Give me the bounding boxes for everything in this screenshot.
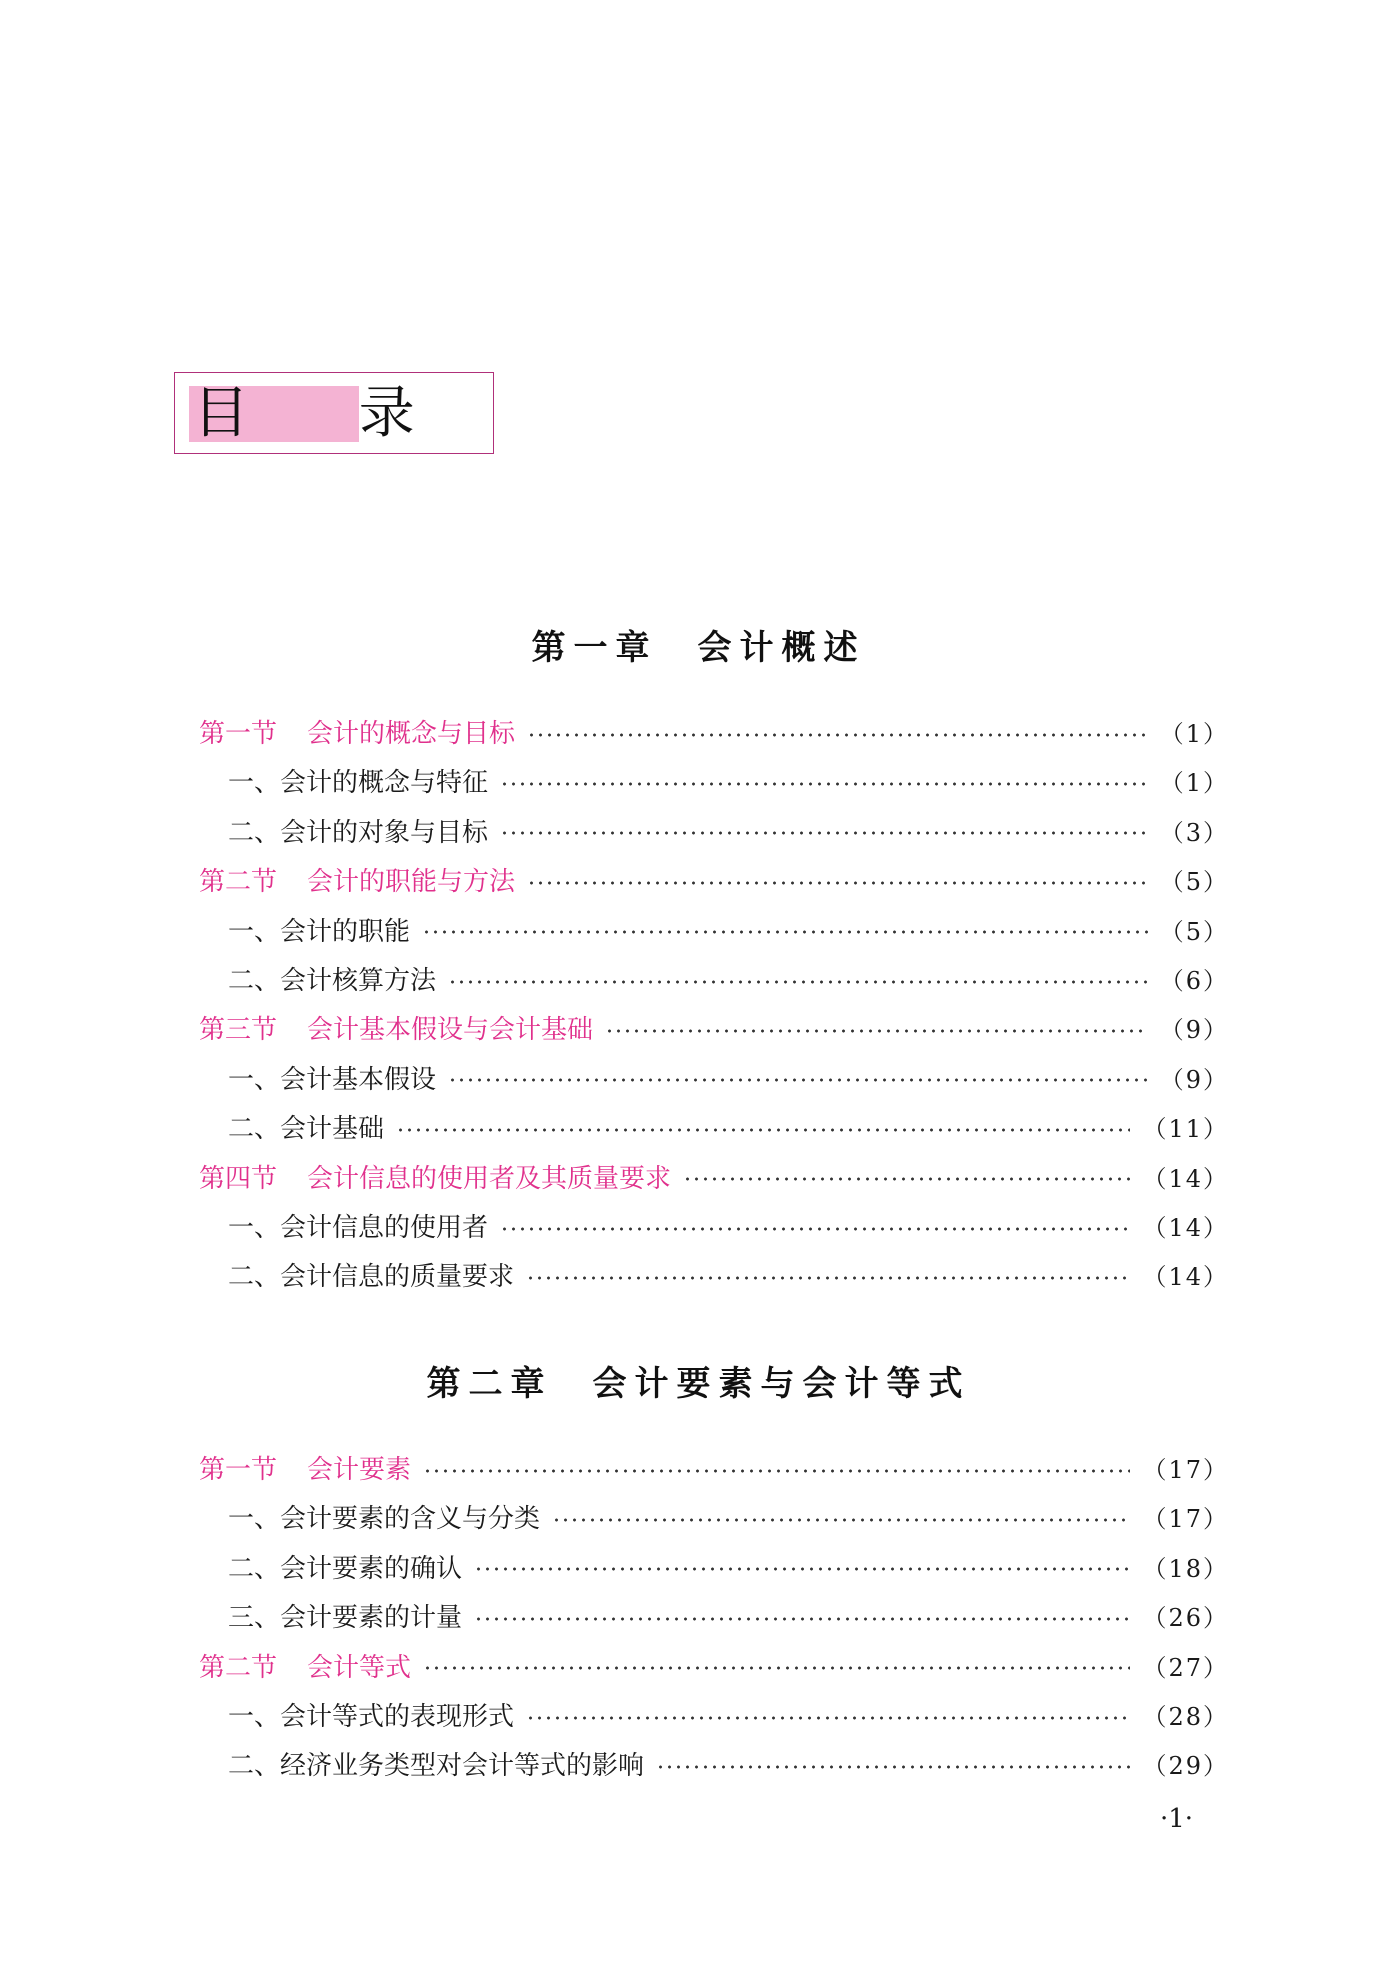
toc-item-row[interactable] — [199, 1594, 1229, 1643]
toc-section-row[interactable] — [199, 1446, 1229, 1495]
toc-title-box — [174, 372, 494, 454]
dot-leader — [552, 1515, 1130, 1525]
toc-item-row[interactable] — [199, 1545, 1229, 1594]
toc-item-row[interactable] — [199, 957, 1229, 1006]
toc-entry-label — [199, 1446, 411, 1495]
toc-entry-label — [228, 1204, 488, 1253]
chapter-heading — [0, 1356, 1397, 1405]
entry-text: 会计要素 — [307, 1455, 412, 1485]
page-number: （6） — [1159, 966, 1229, 995]
entry-text: 会计等式 — [307, 1652, 412, 1683]
entry-text: 一、会计信息的使用者 — [228, 1212, 489, 1243]
toc-item-row[interactable] — [199, 1253, 1229, 1302]
page-number: （9） — [1159, 1065, 1229, 1094]
entry-text: 一、会计等式的表现形式 — [228, 1701, 515, 1732]
toc-section-row[interactable] — [199, 1155, 1229, 1204]
dot-leader — [474, 1614, 1130, 1624]
page-number: （18） — [1142, 1554, 1229, 1583]
chapter-heading — [0, 620, 1397, 669]
toc-item-row[interactable] — [199, 1693, 1229, 1742]
entry-text: 一、会计基本假设 — [228, 1064, 437, 1095]
entry-text: 二、会计基础 — [228, 1114, 385, 1145]
toc-entry-label — [199, 1006, 593, 1055]
chapter-number: 第一章 — [531, 628, 658, 668]
page-number: （14） — [1142, 1213, 1229, 1242]
entry-text: 二、经济业务类型对会计等式的影响 — [228, 1751, 645, 1782]
toc-item-row[interactable] — [199, 1495, 1229, 1544]
toc-entry-label — [228, 1056, 436, 1105]
dot-leader — [656, 1762, 1130, 1772]
page-number: （14） — [1142, 1164, 1229, 1193]
dot-leader — [500, 1224, 1130, 1234]
toc-entry-label — [228, 908, 410, 957]
entry-text: 会计的概念与目标 — [307, 719, 516, 749]
page-number: （14） — [1142, 1263, 1229, 1292]
toc-entry-label — [228, 1495, 540, 1544]
dot-leader — [422, 927, 1148, 937]
toc-item-row[interactable] — [199, 1056, 1229, 1105]
dot-leader — [500, 779, 1148, 789]
page-number: （26） — [1142, 1604, 1229, 1633]
entry-text: 一、会计的职能 — [228, 916, 411, 947]
toc-list — [199, 1446, 1229, 1792]
toc-title: 目 录 — [193, 381, 461, 446]
entry-text: 三、会计要素的计量 — [228, 1603, 463, 1634]
entry-text: 会计的职能与方法 — [307, 867, 516, 898]
chapter-number: 第二章 — [426, 1364, 553, 1404]
dot-leader — [605, 1026, 1148, 1036]
toc-entry-label — [228, 1742, 644, 1791]
page-number: （9） — [1159, 1016, 1229, 1045]
page-number: （1） — [1159, 720, 1229, 748]
page-number: （11） — [1142, 1115, 1229, 1144]
dot-leader — [448, 1075, 1148, 1085]
toc-section-row[interactable] — [199, 1006, 1229, 1055]
dot-leader — [396, 1125, 1130, 1135]
dot-leader — [527, 878, 1148, 888]
toc-section-row[interactable] — [199, 858, 1229, 907]
dot-leader — [423, 1466, 1130, 1476]
toc-entry-label — [228, 809, 488, 858]
section-number: 第二节 — [199, 1652, 278, 1683]
entry-text: 二、会计信息的质量要求 — [228, 1262, 515, 1293]
section-number: 第一节 — [199, 1455, 278, 1485]
toc-entry-label — [228, 1545, 462, 1594]
footer-page-number: ·1· — [1160, 1804, 1194, 1834]
chapter-title: 会计要素与会计等式 — [592, 1364, 971, 1404]
chapter-title: 会计概述 — [697, 628, 866, 668]
dot-leader — [423, 1663, 1130, 1673]
page-number: （5） — [1159, 868, 1229, 897]
page-number: （17） — [1142, 1456, 1229, 1484]
toc-item-row[interactable] — [199, 1742, 1229, 1791]
page-number: （3） — [1159, 818, 1229, 847]
section-number: 第一节 — [199, 719, 278, 749]
page-number: （5） — [1159, 917, 1229, 946]
toc-entry-label — [228, 1253, 514, 1302]
page-number: （28） — [1142, 1702, 1229, 1731]
dot-leader — [526, 1713, 1130, 1723]
dot-leader — [474, 1564, 1130, 1574]
toc-entry-label — [199, 858, 515, 907]
dot-leader — [448, 977, 1148, 987]
toc-entry-label — [199, 710, 515, 759]
page-number: （1） — [1159, 769, 1229, 798]
toc-section-row[interactable] — [199, 1644, 1229, 1693]
toc-entry-label — [228, 957, 436, 1006]
page-number: （17） — [1142, 1505, 1229, 1534]
toc-item-row[interactable] — [199, 759, 1229, 808]
section-number: 第三节 — [199, 1015, 278, 1046]
toc-entry-label — [228, 1594, 462, 1643]
entry-text: 二、会计的对象与目标 — [228, 817, 489, 848]
entry-text: 会计信息的使用者及其质量要求 — [307, 1163, 672, 1194]
toc-list — [199, 710, 1229, 1303]
entry-text: 一、会计的概念与特征 — [228, 768, 489, 799]
toc-entry-label — [199, 1155, 671, 1204]
toc-entry-label — [228, 1105, 384, 1154]
toc-entry-label — [228, 759, 488, 808]
toc-section-row[interactable] — [199, 710, 1229, 759]
entry-text: 会计基本假设与会计基础 — [307, 1015, 594, 1046]
section-number: 第四节 — [199, 1163, 278, 1194]
entry-text: 二、会计要素的确认 — [228, 1553, 463, 1584]
entry-text: 一、会计要素的含义与分类 — [228, 1504, 541, 1535]
toc-item-row[interactable] — [199, 1204, 1229, 1253]
toc-entry-label — [228, 1693, 514, 1742]
toc-item-row[interactable] — [199, 809, 1229, 858]
dot-leader — [527, 730, 1148, 740]
toc-item-row[interactable] — [199, 908, 1229, 957]
page-number: （27） — [1142, 1653, 1229, 1682]
section-number: 第二节 — [199, 867, 278, 898]
dot-leader — [526, 1273, 1130, 1283]
entry-text: 二、会计核算方法 — [228, 965, 437, 996]
dot-leader — [683, 1174, 1130, 1184]
dot-leader — [500, 828, 1148, 838]
page-number: （29） — [1142, 1752, 1229, 1781]
toc-entry-label — [199, 1644, 411, 1693]
toc-item-row[interactable] — [199, 1105, 1229, 1154]
